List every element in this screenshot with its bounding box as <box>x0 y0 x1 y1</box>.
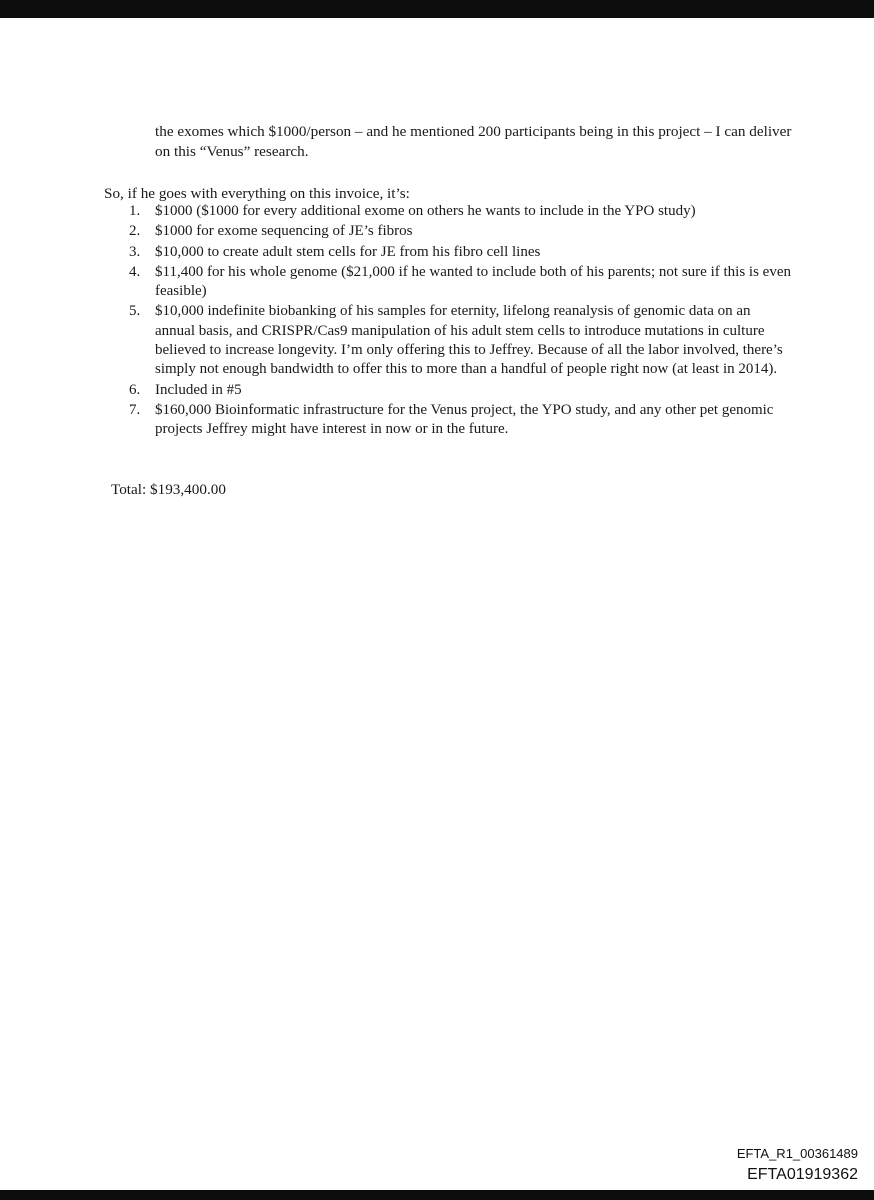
invoice-intro: So, if he goes with everything on this invoice, it’s: <box>104 185 410 202</box>
invoice-item-list <box>112 202 792 441</box>
item-number: 2. <box>129 223 141 240</box>
list-item <box>112 263 792 302</box>
item-text: Included in #5 <box>155 381 242 398</box>
item-text: $1000 ($1000 for every additional exome on others he wants to include in the YPO study) <box>155 203 696 219</box>
item-number: 1. <box>129 203 141 219</box>
item-text: $10,000 to create adult stem cells for JE from his fibro cell lines <box>155 243 541 260</box>
item-text: $10,000 indefinite biobanking of his samples for eternity, lifelong reanalysis of genomic data on an annual basis, and CRISPR/Cas9 manipulation of his adult stem cells to introduce mutations in culture believed to increase longevity. I’m only offering this to Jeffrey. Because of all the labor involved, there’s simply not enough bandwidth to offer this to more than a handful of people right now (at least in 2014). <box>155 303 783 378</box>
item-number: 7. <box>129 401 141 418</box>
list-item <box>112 202 792 221</box>
item-text: $160,000 Bioinformatic infrastructure for the Venus project, the YPO study, and any other pet genomic projects Jeffrey might have interest in now or in the future. <box>155 401 774 438</box>
item-text: $1000 for exome sequencing of JE’s fibros <box>155 223 413 240</box>
bates-number-primary: EFTA_R1_00361489 <box>736 1146 858 1161</box>
invoice-total: Total: $193,400.00 <box>111 481 226 498</box>
list-item <box>112 381 792 400</box>
item-number: 6. <box>129 381 141 398</box>
item-number: 4. <box>129 263 141 280</box>
list-item <box>112 401 792 440</box>
item-number: 3. <box>129 243 141 260</box>
item-number: 5. <box>129 303 141 320</box>
lead-paragraph: the exomes which $1000/person – and he mentioned 200 participants being in this project – I can deliver on this “Venus” research. <box>155 123 792 160</box>
list-item <box>112 222 792 241</box>
bottom-border-bar <box>0 1190 874 1200</box>
bates-number-secondary: EFTA01919362 <box>747 1166 858 1183</box>
item-text: $11,400 for his whole genome ($21,000 if he wanted to include both of his parents; not sure if this is even feasible) <box>155 263 791 300</box>
list-item <box>112 302 792 379</box>
list-item <box>112 243 792 262</box>
